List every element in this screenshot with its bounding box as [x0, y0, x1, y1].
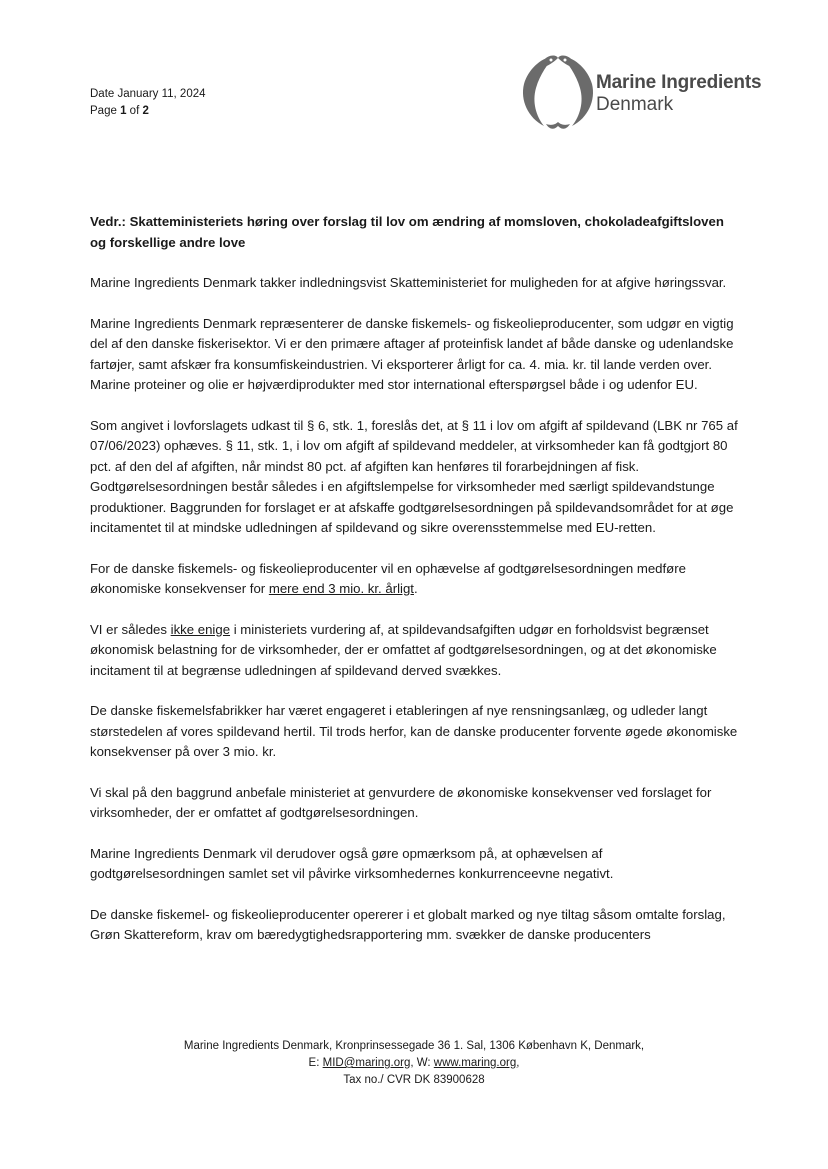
logo-left-fish [523, 56, 554, 126]
company-logo [518, 52, 788, 132]
footer-tax: Tax no./ CVR DK 83900628 [343, 1074, 485, 1086]
paragraph-competitiveness: Marine Ingredients Denmark vil derudover også gøre opmærksom på, at ophævelsen af godtgørelsesordningen samlet set vil påvirke virksomhedernes konkurrenceevne negativt. [90, 845, 614, 881]
website-link[interactable]: www.maring.org [433, 1057, 517, 1069]
web-suffix: , [516, 1057, 520, 1069]
page-current: 1 [120, 105, 127, 117]
p4-underlined: mere end 3 mio. kr. årligt [268, 581, 414, 596]
p5-text-post: i ministeriets vurdering af, at spildevandsafgiften udgør en forholdsvist begrænset økonomisk belastning for de virksomheder, der er omfattet af godtgørelsesordningen, og at det økonomiske incitament til at begrænse udledningen af spildevand derved svækkes. [90, 621, 717, 678]
footer-address: Marine Ingredients Denmark, Kronprinsessegade 36 1. Sal, 1306 København K, Denmark, [183, 1040, 645, 1052]
logo-line-2: Denmark [596, 94, 674, 115]
paragraph-disagreement [90, 620, 740, 682]
p5-underlined: ikke enige [170, 621, 231, 637]
date-line [90, 86, 206, 103]
paragraph-recommendation: Vi skal på den baggrund anbefale ministeriet at genvurdere de økonomiske konsekvenser ved forslaget for virksomheder, der er omfattet af godtgørelsesordningen. [90, 784, 712, 820]
letter-body [90, 212, 740, 966]
logo-right-head [558, 56, 574, 68]
paragraph-treatment-plants: De danske fiskemelsfabrikker har været engageret i etableringen af nye rensningsanlæg, og udleder langt størstedelen af vores spildevand hertil. Til trods herfor, kan de danske producenter forvente øgede økonomiske konsekvenser på over 3 mio. kr. [90, 703, 738, 759]
page-label: Page [90, 105, 117, 117]
logo-left-head [542, 56, 558, 68]
page-number-line [90, 103, 206, 120]
page-of: of [129, 105, 140, 117]
date-label: Date [90, 88, 115, 100]
p5-text-pre: VI er således [90, 621, 171, 637]
paragraph-proposal: Som angivet i lovforslagets udkast til § 6, stk. 1, foreslås det, at § 11 i lov om afgift af spildevand (LBK nr 765 af 07/06/2023) ophæves. § 11, stk. 1, i lov om afgift af spildevand meddeler, at virksomheder kan få godtgjort 80 pct. af den del af afgiften, når mindst 80 pct. af afgiften kan henføres til forarbejdningen af fisk. Godtgørelsesordningen består således i en afgiftslempelse for virksomheder med særligt spildevandstunge produktioner. Baggrunden for forslaget er at afskaffe godtgørelsesordningen på spildevandsområdet for at øge incitamentet til at mindske udledningen af spildevand og sikre overensstemmelse med EU-retten. [90, 417, 738, 535]
paragraph-intro: Marine Ingredients Denmark takker indledningsvist Skatteministeriet for muligheden for at afgive høringssvar. [90, 275, 727, 290]
paragraph-about: Marine Ingredients Denmark repræsenterer de danske fiskemels- og fiskeolieproducenter, som udgør en vigtig del af den danske fiskerisektor. Vi er den primære aftager af proteinfisk landet af både danske og udenlandske fartøjer, samt afskær fra konsumfiskeindustrien. Vi eksporterer årligt for ca. 4. mia. kr. til lande verden over. Marine proteiner og olie er højværdiprodukter med stor international efterspørgsel både i og udenfor EU. [90, 315, 734, 392]
subject-line: Vedr.: Skatteministeriets høring over forslag til lov om ændring af momsloven, chokoladeafgiftsloven og forskellige andre love [90, 214, 724, 250]
logo-right-fish [562, 56, 593, 126]
web-label: , W: [410, 1057, 431, 1069]
p4-text-post: . [413, 581, 418, 596]
p4-text-pre: For de danske fiskemels- og fiskeolieproducenter vil en ophævelse af godtgørelsesordningen medføre økonomiske konsekvenser for [90, 560, 686, 596]
logo-wordmark [596, 72, 761, 116]
paragraph-global-market: De danske fiskemel- og fiskeolieproducenter opererer i et globalt marked og nye tiltag såsom omtalte forslag, Grøn Skattereform, krav om bæredygtighedsrapportering mm. svækker de danske producenters [90, 906, 726, 942]
fish-drop-icon [518, 52, 598, 132]
email-link[interactable]: MID@maring.org [322, 1057, 411, 1069]
footer-contact [0, 1055, 828, 1072]
date-value: January 11, 2024 [117, 88, 206, 100]
letter-footer [0, 1038, 828, 1089]
logo-line-1: Marine Ingredients [596, 72, 762, 93]
email-label: E: [308, 1057, 320, 1069]
logo-bottom-tail [546, 122, 570, 129]
paragraph-consequences [90, 559, 740, 600]
page-total: 2 [142, 105, 149, 117]
document-meta [90, 86, 206, 120]
